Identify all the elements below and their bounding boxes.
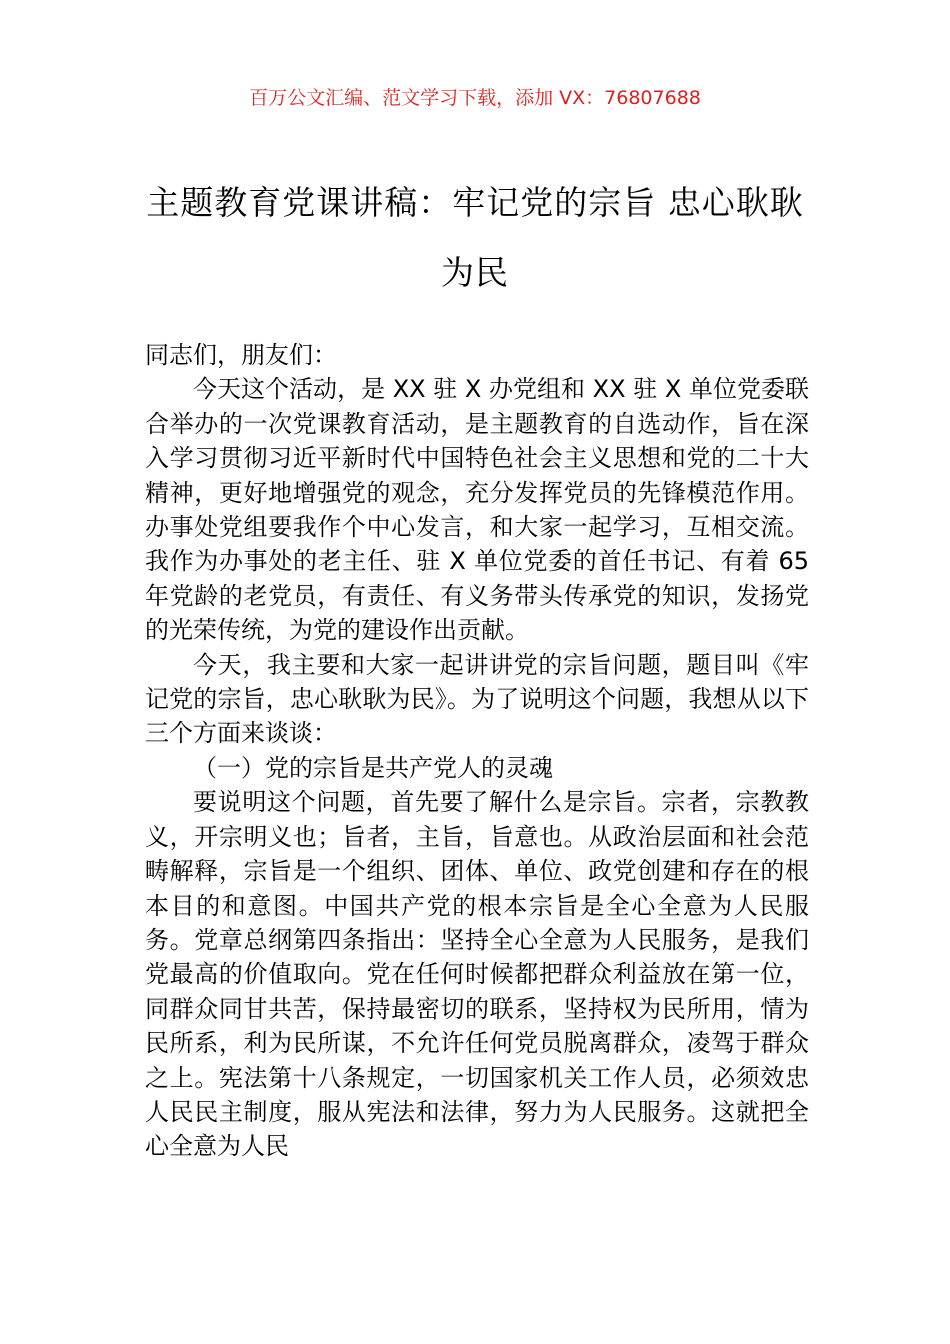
paragraph-section-one: 要说明这个问题，首先要了解什么是宗旨。宗者，宗教教义，开宗明义也；旨者，主旨，旨意也。从政治层面和社会范畴解释，宗旨是一个组织、团体、单位、政党创建和存在的根本目的和意图。中国共产党的根本宗旨是全心全意为人民服务。党章总纲第四条指出：坚持全心全意为人民服务，是我们党最高的价值取向。党在任何时候都把群众利益放在第一位，同群众同甘共苦，保持最密切的联系，坚持权为民所用，情为民所系，利为民所谋，不允许任何党员脱离群众，凌驾于群众之上。宪法第十八条规定，一切国家机关工作人员，必须效忠人民民主制度，服从宪法和法律，努力为人民服务。这就把全心全意为人民 — [145, 788, 809, 1161]
section-heading: （一）党的宗旨是共产党人的灵魂 — [193, 753, 553, 782]
header-download-note: 百万公文汇编、范文学习下载，添加 VX：76807688 — [249, 87, 701, 109]
paragraph-intro: 今天这个活动，是 XX 驻 X 办党组和 XX 驻 X 单位党委联合举办的一次党课教育活动，是主题教育的自选动作，旨在深入学习贯彻习近平新时代中国特色社会主义思想和党的二十大精神，更好地增强党的观念，充分发挥党员的先锋模范作用。办事处党组要我作个中心发言，和大家一起学习，互相交流。我作为办事处的老主任、驻 X 单位党委的首任书记、有着 65 年党龄的老党员，有责任、有义务带头传承党的知识，发扬党的光荣传统，为党的建设作出贡献。 — [145, 375, 809, 645]
document-body — [145, 338, 809, 1164]
paragraph-topic: 今天，我主要和大家一起讲讲党的宗旨问题，题目叫《牢记党的宗旨，忠心耿耿为民》。为了说明这个问题，我想从以下三个方面来谈谈： — [145, 650, 809, 748]
document-title: 主题教育党课讲稿：牢记党的宗旨 忠心耿耿为民 — [146, 183, 804, 292]
salutation: 同志们，朋友们： — [145, 341, 337, 369]
